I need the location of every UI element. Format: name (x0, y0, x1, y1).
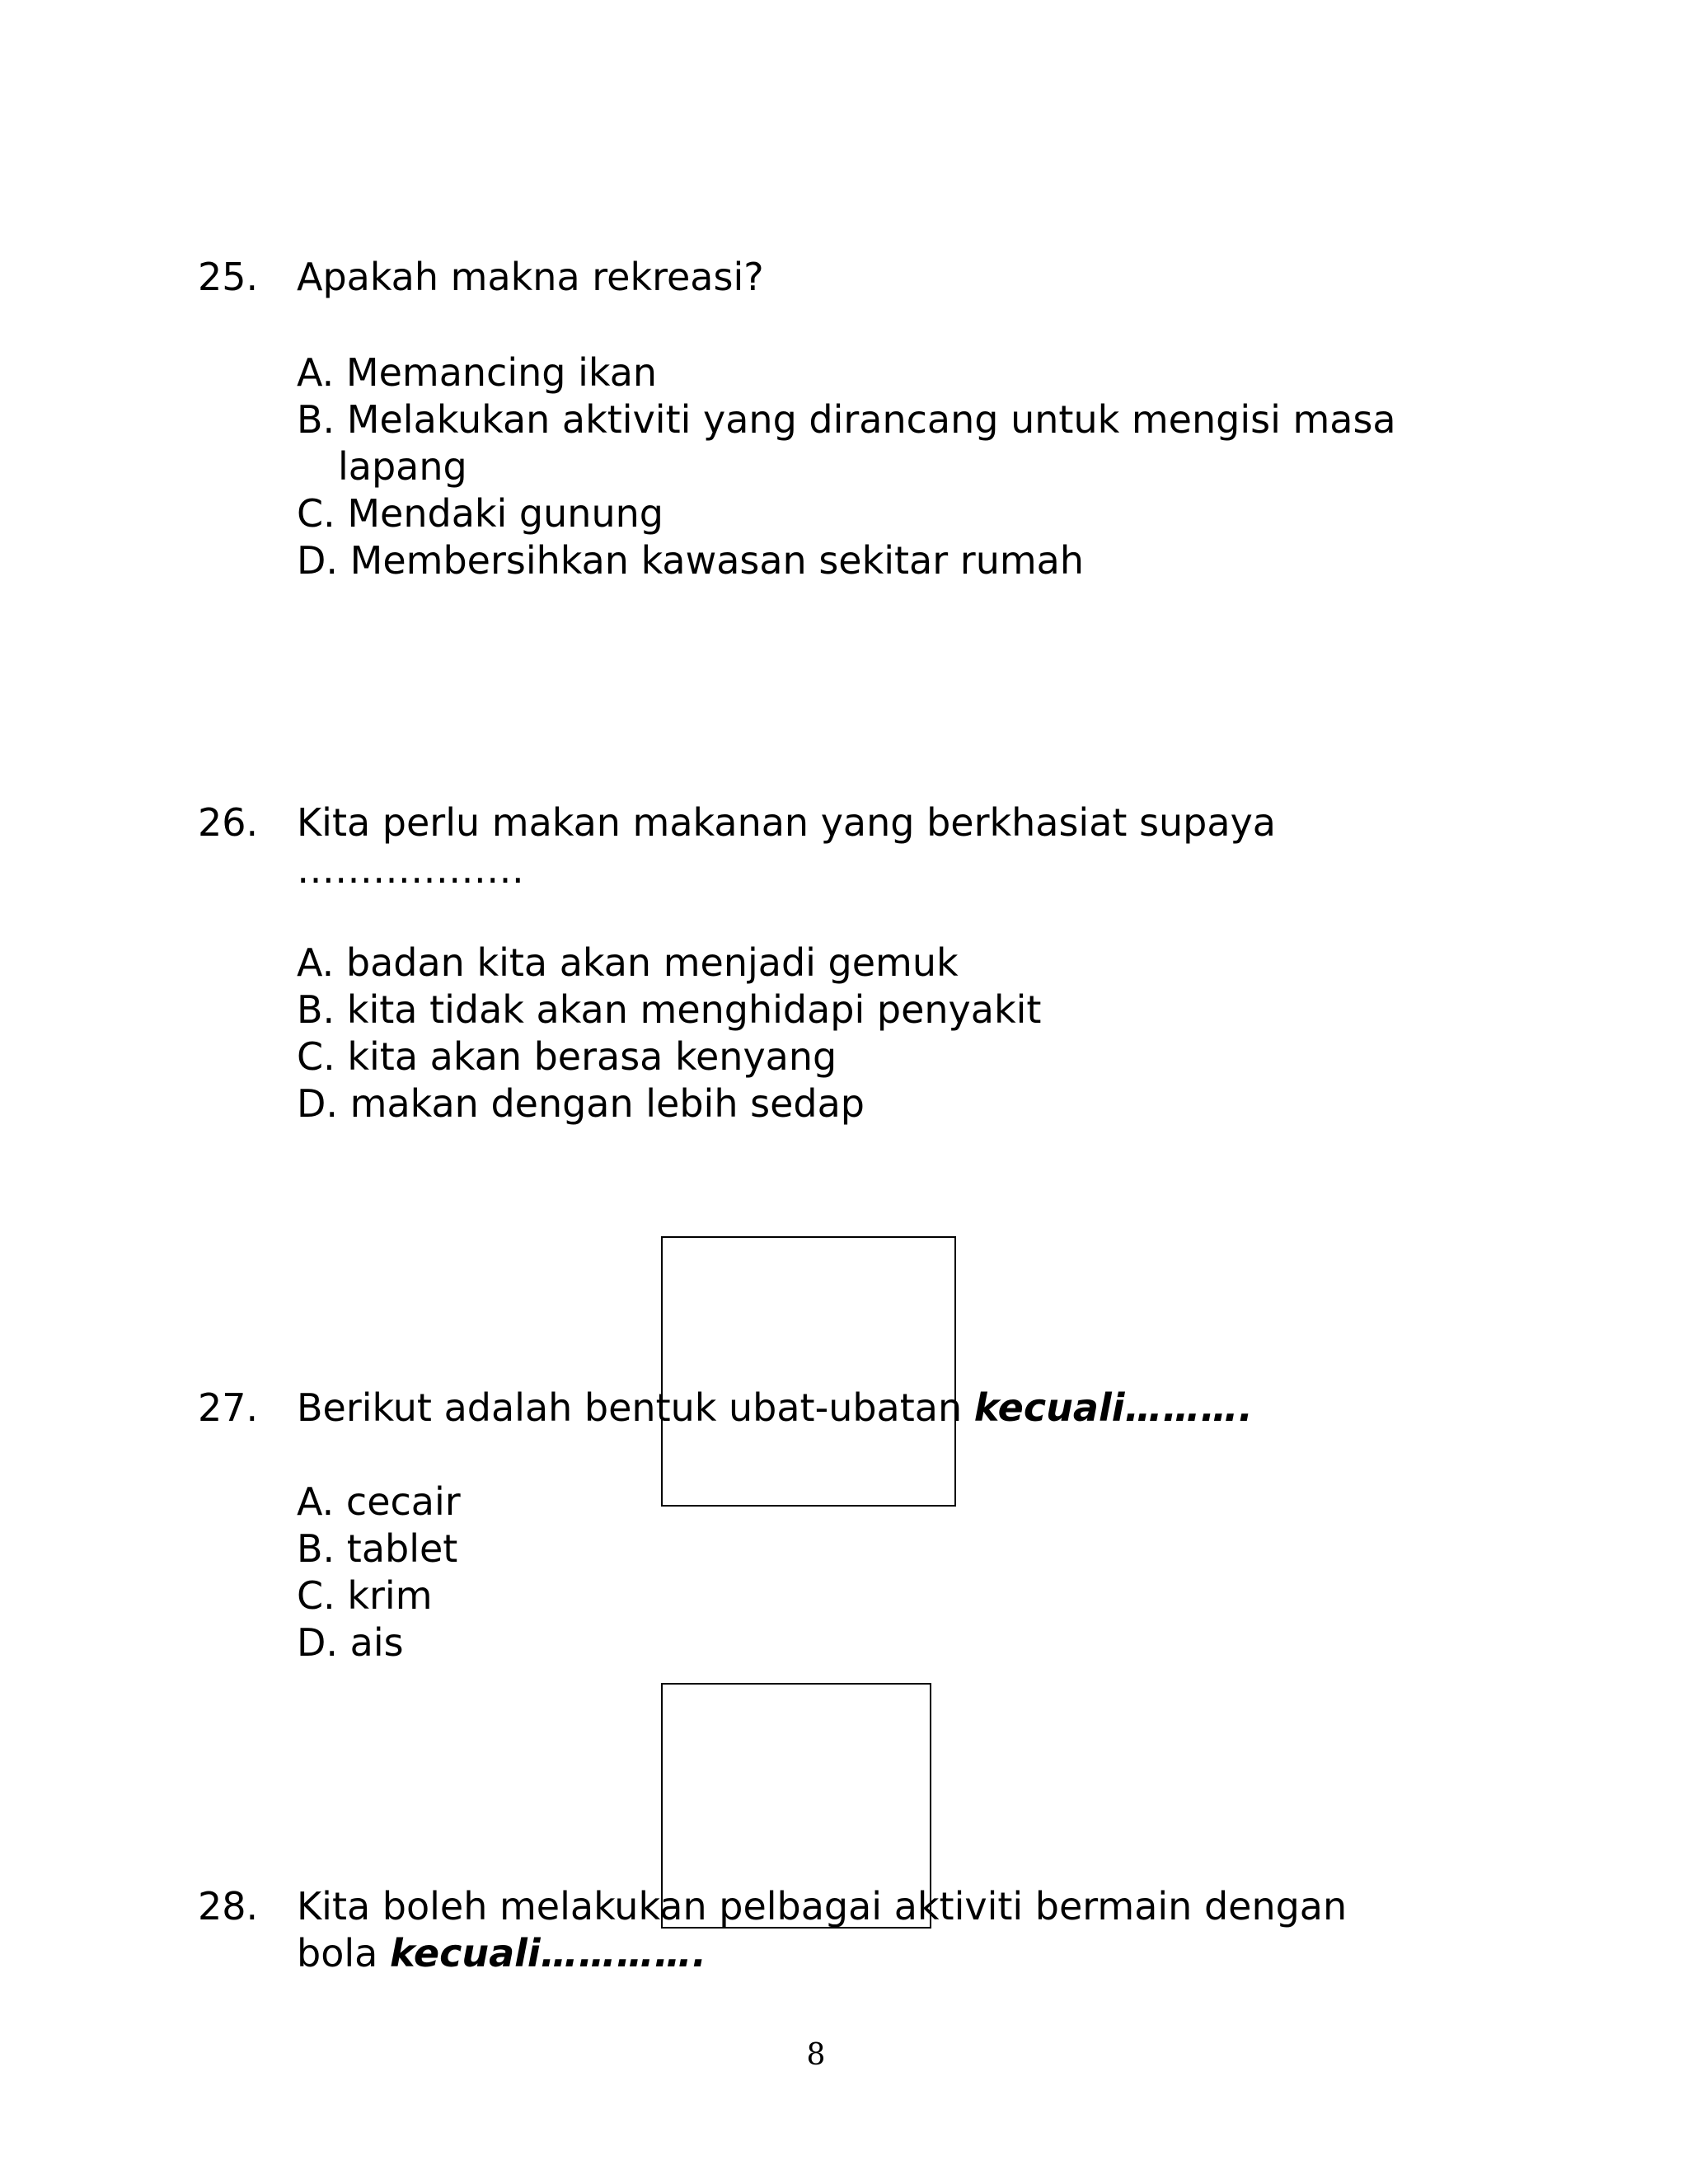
image-frame-box (661, 1683, 931, 1929)
option-b-continued: lapang (338, 444, 467, 489)
option-c: C. kita akan berasa kenyang (297, 1034, 837, 1079)
question-number: 25. (198, 255, 259, 299)
question-number: 28. (198, 1884, 259, 1929)
option-d: D. Membersihkan kawasan sekitar rumah (297, 538, 1084, 583)
page-number: 8 (806, 2038, 826, 2072)
option-b: B. Melakukan aktiviti yang dirancang untuk mengisi masa (297, 397, 1396, 442)
question-stem: Kita boleh melakukan pelbagai aktiviti bermain dengan (297, 1884, 1348, 1929)
question-stem: Apakah makna rekreasi? (297, 255, 764, 299)
option-d: D. makan dengan lebih sedap (297, 1081, 865, 1126)
option-c: C. Mendaki gunung (297, 491, 663, 536)
option-a: A. cecair (297, 1479, 461, 1524)
option-b: B. tablet (297, 1526, 458, 1571)
option-a: A. badan kita akan menjadi gemuk (297, 940, 959, 985)
stem-emphasis: kecuali………. (973, 1385, 1253, 1430)
stem-emphasis: kecuali…………. (389, 1931, 707, 1975)
option-b: B. kita tidak akan menghidapi penyakit (297, 987, 1042, 1032)
stem-text: bola (297, 1931, 390, 1975)
question-number: 27. (198, 1385, 259, 1430)
option-c: C. krim (297, 1573, 433, 1618)
option-a: A. Memancing ikan (297, 350, 658, 395)
question-stem-continued (297, 1930, 706, 1977)
stem-text: Berikut adalah bentuk ubat-ubatan (297, 1385, 974, 1430)
question-stem: Kita perlu makan makanan yang berkhasiat supaya (297, 800, 1276, 845)
question-stem-blank: ……………… (297, 847, 524, 892)
option-d: D. ais (297, 1620, 404, 1665)
question-number: 26. (198, 800, 259, 845)
image-frame-box (661, 1236, 956, 1507)
